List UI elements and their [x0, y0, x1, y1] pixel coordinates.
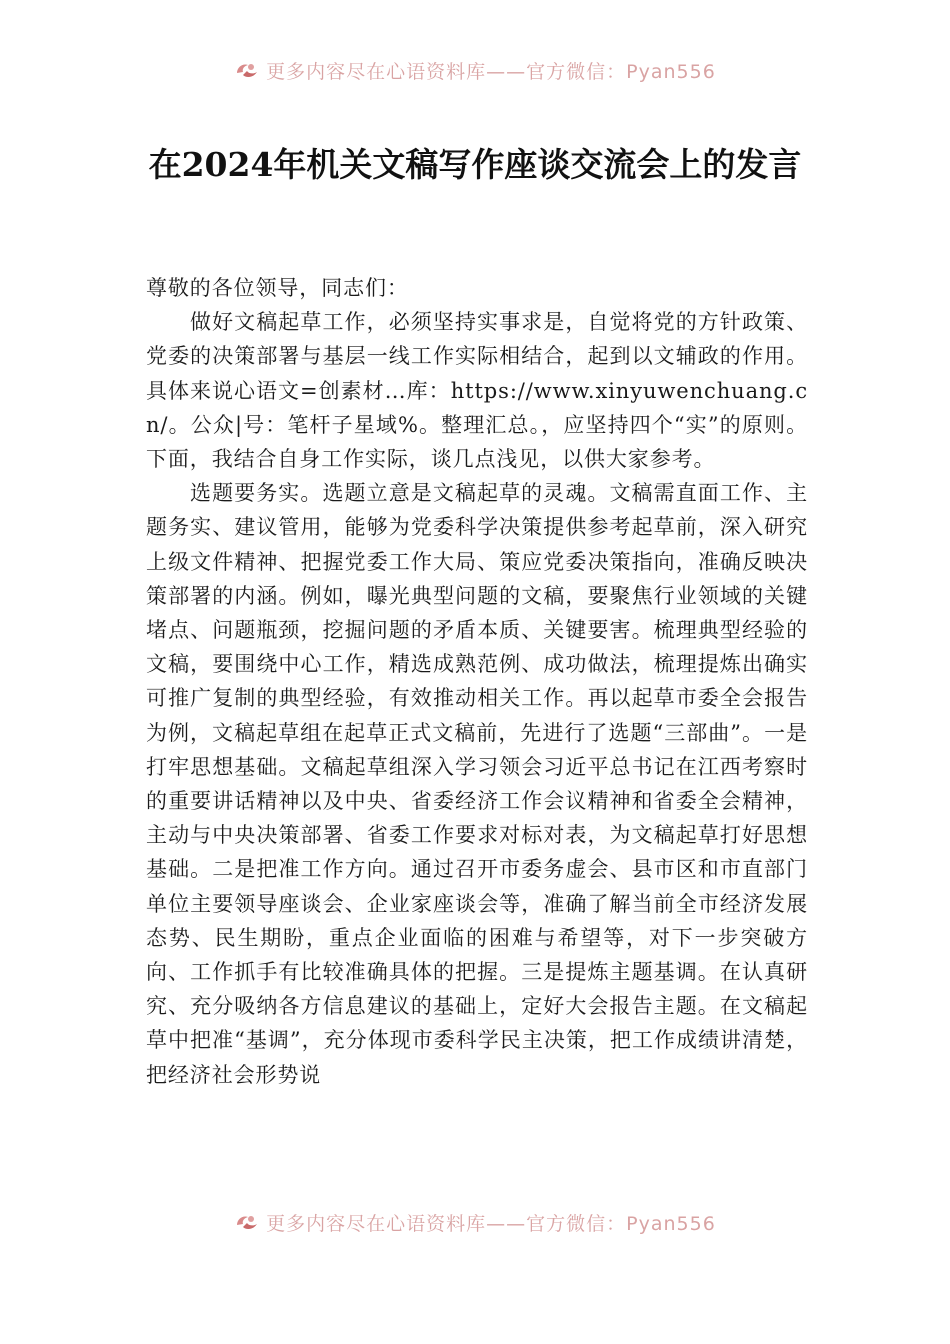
paragraph-intro: 做好文稿起草工作，必须坚持实事求是，自觉将党的方针政策、党委的决策部署与基层一线工作实际相结合，起到以文辅政的作用。具体来说心语文=创素材…库：https://www.xinyuwenchuang.cn/。公众|号：笔杆子星域%。整理汇总。，应坚持四个“实”的原则。下面，我结合自身工作实际，谈几点浅见，以供大家参考。	[146, 310, 808, 472]
paragraph-topic-selection: 选题要务实。选题立意是文稿起草的灵魂。文稿需直面工作、主题务实、建议管用，能够为党委科学决策提供参考起草前，深入研究上级文件精神、把握党委工作大局、策应党委决策指向，准确反映决策部署的内涵。例如，曝光典型问题的文稿，要聚焦行业领域的关键堵点、问题瓶颈，挖掘问题的矛盾本质、关键要害。梳理典型经验的文稿，要围绕中心工作，精选成熟范例、成功做法，梳理提炼出确实可推广复制的典型经验，有效推动相关工作。再以起草市委全会报告为例，文稿起草组在起草正式文稿前，先进行了选题“三部曲”。一是打牢思想基础。文稿起草组深入学习领会习近平总书记在江西考察时的重要讲话精神以及中央、省委经济工作会议精神和省委全会精神，主动与中央决策部署、省委工作要求对标对表，为文稿起草打好思想基础。二是把准工作方向。通过召开市委务虚会、县市区和市直部门单位主要领导座谈会、企业家座谈会等，准确了解当前全市经济发展态势、民生期盼，重点企业面临的困难与希望等，对下一步突破方向、工作抓手有比较准确具体的把握。三是提炼主题基调。在认真研究、充分吸纳各方信息建议的基础上，定好大会报告主题。在文稿起草中把准“基调”，充分体现市委科学民主决策，把工作成绩讲清楚，把经济社会形势说	[146, 481, 808, 1087]
salutation: 尊敬的各位领导，同志们：	[146, 276, 409, 300]
watermark-text: 更多内容尽在心语资料库——官方微信：Pyan556	[266, 60, 716, 83]
brand-logo-icon	[234, 1211, 260, 1233]
page-title: 在2024年机关文稿写作座谈交流会上的发言	[148, 145, 802, 184]
brand-logo-icon	[234, 59, 260, 81]
watermark-footer	[0, 1208, 950, 1236]
document-body	[146, 271, 808, 1092]
watermark-text: 更多内容尽在心语资料库——官方微信：Pyan556	[266, 1212, 716, 1235]
watermark-header	[0, 56, 950, 84]
